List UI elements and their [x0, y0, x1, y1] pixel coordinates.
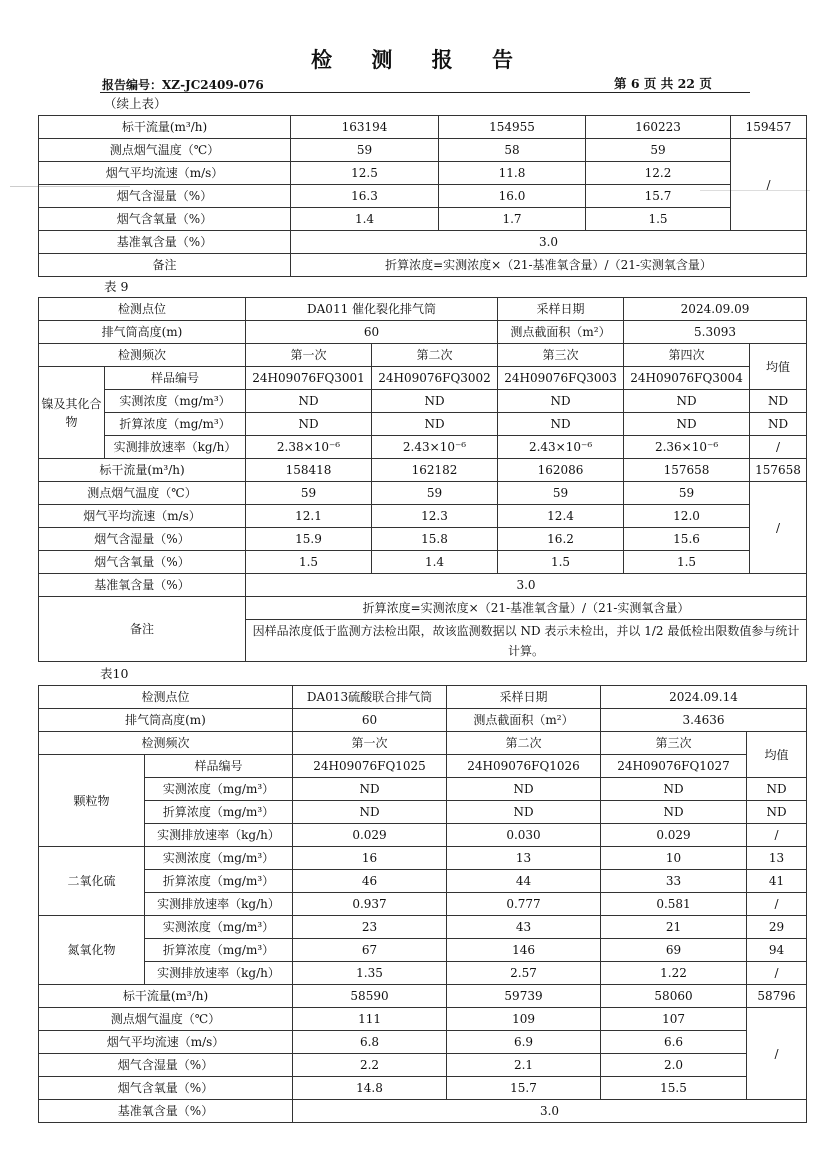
row-label: 排气筒高度(m) — [39, 709, 293, 732]
table-row — [39, 985, 807, 1008]
cell: 58 — [439, 139, 586, 162]
cell: 160223 — [586, 116, 731, 139]
row-label: 样品编号 — [145, 755, 293, 778]
cell: 59 — [624, 482, 750, 505]
cell: 43 — [447, 916, 601, 939]
cell: 24H09076FQ1025 — [293, 755, 447, 778]
row-label: 采样日期 — [498, 298, 624, 321]
cell: 59 — [246, 482, 372, 505]
row-label: 样品编号 — [105, 367, 246, 390]
continued-table — [38, 115, 807, 277]
cell: 109 — [447, 1008, 601, 1031]
cell: 15.6 — [624, 528, 750, 551]
cell: 146 — [447, 939, 601, 962]
avg-slash: / — [747, 1008, 807, 1100]
cell: ND — [447, 801, 601, 824]
avg-slash: / — [750, 482, 807, 574]
group-label: 颗粒物 — [39, 755, 145, 847]
cell: 16.3 — [291, 185, 439, 208]
cell: 2.2 — [293, 1054, 447, 1077]
cell: 16 — [293, 847, 447, 870]
cell: 15.7 — [586, 185, 731, 208]
row-label: 烟气平均流速（m/s） — [39, 1031, 293, 1054]
cell: 12.0 — [624, 505, 750, 528]
cell: 3.0 — [291, 231, 807, 254]
row-label: 烟气平均流速（m/s） — [39, 162, 291, 185]
cell: 23 — [293, 916, 447, 939]
table-row — [39, 755, 807, 778]
cell: 69 — [601, 939, 747, 962]
cell: 11.8 — [439, 162, 586, 185]
cell: 163194 — [291, 116, 439, 139]
cell: 2.36×10⁻⁶ — [624, 436, 750, 459]
cell: 1.5 — [246, 551, 372, 574]
avg-cell: 157658 — [750, 459, 807, 482]
cell: 44 — [447, 870, 601, 893]
table-row — [39, 208, 807, 231]
cell: 111 — [293, 1008, 447, 1031]
row-label: 实测浓度（mg/m³） — [145, 847, 293, 870]
row-label: 烟气含湿量（%） — [39, 528, 246, 551]
cell: 59 — [498, 482, 624, 505]
cell: 60 — [293, 709, 447, 732]
cell: 12.5 — [291, 162, 439, 185]
cell: ND — [372, 413, 498, 436]
cell: 59 — [291, 139, 439, 162]
cell: 6.6 — [601, 1031, 747, 1054]
cell: 3.4636 — [601, 709, 807, 732]
table-row — [39, 1100, 807, 1123]
table-row — [39, 870, 807, 893]
row-label: 测点截面积（m²） — [498, 321, 624, 344]
cell: 157658 — [624, 459, 750, 482]
table-row — [39, 231, 807, 254]
column-header: 均值 — [750, 344, 807, 390]
avg-cell: 94 — [747, 939, 807, 962]
table-row — [39, 344, 807, 367]
cell: 59 — [586, 139, 731, 162]
row-label: 烟气含氧量（%） — [39, 551, 246, 574]
cell: 33 — [601, 870, 747, 893]
cell: 6.8 — [293, 1031, 447, 1054]
cell: 2.0 — [601, 1054, 747, 1077]
row-label: 烟气含湿量（%） — [39, 1054, 293, 1077]
table-row — [39, 847, 807, 870]
cell: 15.8 — [372, 528, 498, 551]
column-header: 第一次 — [293, 732, 447, 755]
cell: 24H09076FQ3002 — [372, 367, 498, 390]
cell: ND — [293, 778, 447, 801]
table-row — [39, 574, 807, 597]
row-label: 检测频次 — [39, 344, 246, 367]
avg-cell: 159457 — [731, 116, 807, 139]
row-label: 烟气含氧量（%） — [39, 1077, 293, 1100]
table-row — [39, 116, 807, 139]
column-header: 第二次 — [447, 732, 601, 755]
cell: 67 — [293, 939, 447, 962]
remark-cell: 折算浓度=实测浓度×（21-基准氧含量）/（21-实测氧含量） — [246, 597, 807, 620]
cell: DA013硫酸联合排气筒 — [293, 686, 447, 709]
table-row — [39, 1008, 807, 1031]
cell: 5.3093 — [624, 321, 807, 344]
table-row — [39, 939, 807, 962]
cell: 154955 — [439, 116, 586, 139]
cell: 14.8 — [293, 1077, 447, 1100]
column-header: 第二次 — [372, 344, 498, 367]
table-row — [39, 162, 807, 185]
cell: 24H09076FQ3003 — [498, 367, 624, 390]
cell: ND — [601, 801, 747, 824]
table-row — [39, 778, 807, 801]
column-header: 第四次 — [624, 344, 750, 367]
remark-cell: 折算浓度=实测浓度×（21-基准氧含量）/（21-实测氧含量） — [291, 254, 807, 277]
avg-cell: / — [747, 893, 807, 916]
table-row — [39, 732, 807, 755]
cell: ND — [246, 390, 372, 413]
row-label: 备注 — [39, 597, 246, 662]
cell: 107 — [601, 1008, 747, 1031]
row-label: 实测排放速率（kg/h） — [145, 893, 293, 916]
table-row — [39, 413, 807, 436]
avg-cell: ND — [747, 778, 807, 801]
row-label: 测点烟气温度（℃） — [39, 139, 291, 162]
table-row — [39, 824, 807, 847]
row-label: 排气筒高度(m) — [39, 321, 246, 344]
column-header: 第一次 — [246, 344, 372, 367]
cell: 58590 — [293, 985, 447, 1008]
cell: 46 — [293, 870, 447, 893]
row-label: 标干流量(m³/h) — [39, 116, 291, 139]
table-row — [39, 528, 807, 551]
cell: 0.030 — [447, 824, 601, 847]
table-row — [39, 185, 807, 208]
cell: 2.38×10⁻⁶ — [246, 436, 372, 459]
cell: 1.5 — [624, 551, 750, 574]
table-row — [39, 367, 807, 390]
cell: ND — [498, 390, 624, 413]
cell: 16.2 — [498, 528, 624, 551]
cell: 1.4 — [372, 551, 498, 574]
table-row — [39, 298, 807, 321]
cell: 24H09076FQ3001 — [246, 367, 372, 390]
cell: 24H09076FQ1026 — [447, 755, 601, 778]
continued-caption: （续上表） — [104, 96, 167, 111]
row-label: 实测排放速率（kg/h） — [145, 962, 293, 985]
table-row — [39, 893, 807, 916]
table-row — [39, 801, 807, 824]
row-label: 烟气平均流速（m/s） — [39, 505, 246, 528]
cell: ND — [246, 413, 372, 436]
column-header: 第三次 — [601, 732, 747, 755]
row-label: 采样日期 — [447, 686, 601, 709]
cell: ND — [601, 778, 747, 801]
group-label: 氮氧化物 — [39, 916, 145, 985]
cell: 15.5 — [601, 1077, 747, 1100]
cell: 13 — [447, 847, 601, 870]
row-label: 测点烟气温度（℃） — [39, 1008, 293, 1031]
cell: 2024.09.09 — [624, 298, 807, 321]
table-10 — [38, 685, 807, 1123]
cell: 15.7 — [447, 1077, 601, 1100]
avg-cell: / — [747, 962, 807, 985]
remark-cell: 因样品浓度低于监测方法检出限，故该监测数据以 ND 表示未检出，并以 1/2 最低检出限数值参与统计计算。 — [246, 620, 807, 662]
table-row — [39, 1054, 807, 1077]
table-row — [39, 709, 807, 732]
header-rule — [100, 92, 750, 93]
row-label: 实测浓度（mg/m³） — [145, 916, 293, 939]
row-label: 实测浓度（mg/m³） — [145, 778, 293, 801]
table-row — [39, 505, 807, 528]
cell: 12.1 — [246, 505, 372, 528]
avg-cell: / — [747, 824, 807, 847]
page-indicator: 第 6 页 共 22 页 — [614, 76, 712, 91]
cell: 16.0 — [439, 185, 586, 208]
cell: 12.3 — [372, 505, 498, 528]
report-title: 检 测 报 告 — [311, 47, 529, 72]
cell: 3.0 — [293, 1100, 807, 1123]
cell: 2024.09.14 — [601, 686, 807, 709]
row-label: 实测浓度（mg/m³） — [105, 390, 246, 413]
table10-caption: 表10 — [100, 666, 129, 681]
row-label: 实测排放速率（kg/h） — [105, 436, 246, 459]
table-row — [39, 916, 807, 939]
table-row — [39, 597, 807, 620]
group-label: 二氧化硫 — [39, 847, 145, 916]
cell: 1.4 — [291, 208, 439, 231]
cell: ND — [447, 778, 601, 801]
table-row — [39, 482, 807, 505]
row-label: 备注 — [39, 254, 291, 277]
avg-cell: 13 — [747, 847, 807, 870]
cell: 1.7 — [439, 208, 586, 231]
cell: 59 — [372, 482, 498, 505]
table9-caption: 表 9 — [104, 279, 129, 294]
table-row — [39, 686, 807, 709]
cell: DA011 催化裂化排气筒 — [246, 298, 498, 321]
row-label: 折算浓度（mg/m³） — [145, 801, 293, 824]
row-label: 基准氧含量（%） — [39, 1100, 293, 1123]
table-row — [39, 254, 807, 277]
cell: 0.029 — [601, 824, 747, 847]
column-header: 第三次 — [498, 344, 624, 367]
cell: ND — [372, 390, 498, 413]
cell: 1.35 — [293, 962, 447, 985]
cell: 15.9 — [246, 528, 372, 551]
cell: 24H09076FQ1027 — [601, 755, 747, 778]
table-9 — [38, 297, 807, 662]
cell: 162182 — [372, 459, 498, 482]
cell: 2.1 — [447, 1054, 601, 1077]
cell: 12.2 — [586, 162, 731, 185]
row-label: 折算浓度（mg/m³） — [145, 939, 293, 962]
avg-cell: / — [750, 436, 807, 459]
cell: 0.029 — [293, 824, 447, 847]
row-label: 检测点位 — [39, 686, 293, 709]
table-row — [39, 139, 807, 162]
row-label: 检测频次 — [39, 732, 293, 755]
row-label: 基准氧含量（%） — [39, 574, 246, 597]
cell: 0.581 — [601, 893, 747, 916]
table-row — [39, 436, 807, 459]
avg-cell: ND — [747, 801, 807, 824]
row-label: 检测点位 — [39, 298, 246, 321]
cell: 24H09076FQ3004 — [624, 367, 750, 390]
cell: 1.5 — [498, 551, 624, 574]
avg-cell: 58796 — [747, 985, 807, 1008]
table-row — [39, 459, 807, 482]
table-row — [39, 1031, 807, 1054]
cell: 1.22 — [601, 962, 747, 985]
cell: ND — [624, 413, 750, 436]
row-label: 标干流量(m³/h) — [39, 459, 246, 482]
table-row — [39, 1077, 807, 1100]
report-number: 报告编号：XZ-JC2409-076 — [102, 78, 264, 92]
cell: 10 — [601, 847, 747, 870]
table-row — [39, 551, 807, 574]
avg-cell: 41 — [747, 870, 807, 893]
row-label: 基准氧含量（%） — [39, 231, 291, 254]
avg-cell: ND — [750, 390, 807, 413]
row-label: 折算浓度（mg/m³） — [145, 870, 293, 893]
avg-cell: ND — [750, 413, 807, 436]
cell: 12.4 — [498, 505, 624, 528]
group-label: 镍及其化合物 — [39, 367, 105, 459]
row-label: 标干流量(m³/h) — [39, 985, 293, 1008]
row-label: 折算浓度（mg/m³） — [105, 413, 246, 436]
cell: 0.937 — [293, 893, 447, 916]
table-row — [39, 321, 807, 344]
cell: 2.43×10⁻⁶ — [372, 436, 498, 459]
cell: ND — [624, 390, 750, 413]
row-label: 烟气含氧量（%） — [39, 208, 291, 231]
column-header: 均值 — [747, 732, 807, 778]
row-label: 实测排放速率（kg/h） — [145, 824, 293, 847]
cell: 60 — [246, 321, 498, 344]
avg-slash: / — [731, 139, 807, 231]
row-label: 测点截面积（m²） — [447, 709, 601, 732]
cell: ND — [293, 801, 447, 824]
row-label: 测点烟气温度（℃） — [39, 482, 246, 505]
cell: 0.777 — [447, 893, 601, 916]
cell: 1.5 — [586, 208, 731, 231]
cell: 162086 — [498, 459, 624, 482]
cell: 58060 — [601, 985, 747, 1008]
cell: ND — [498, 413, 624, 436]
cell: 3.0 — [246, 574, 807, 597]
cell: 2.57 — [447, 962, 601, 985]
table-row — [39, 962, 807, 985]
cell: 2.43×10⁻⁶ — [498, 436, 624, 459]
cell: 59739 — [447, 985, 601, 1008]
cell: 21 — [601, 916, 747, 939]
avg-cell: 29 — [747, 916, 807, 939]
row-label: 烟气含湿量（%） — [39, 185, 291, 208]
cell: 6.9 — [447, 1031, 601, 1054]
cell: 158418 — [246, 459, 372, 482]
table-row — [39, 390, 807, 413]
